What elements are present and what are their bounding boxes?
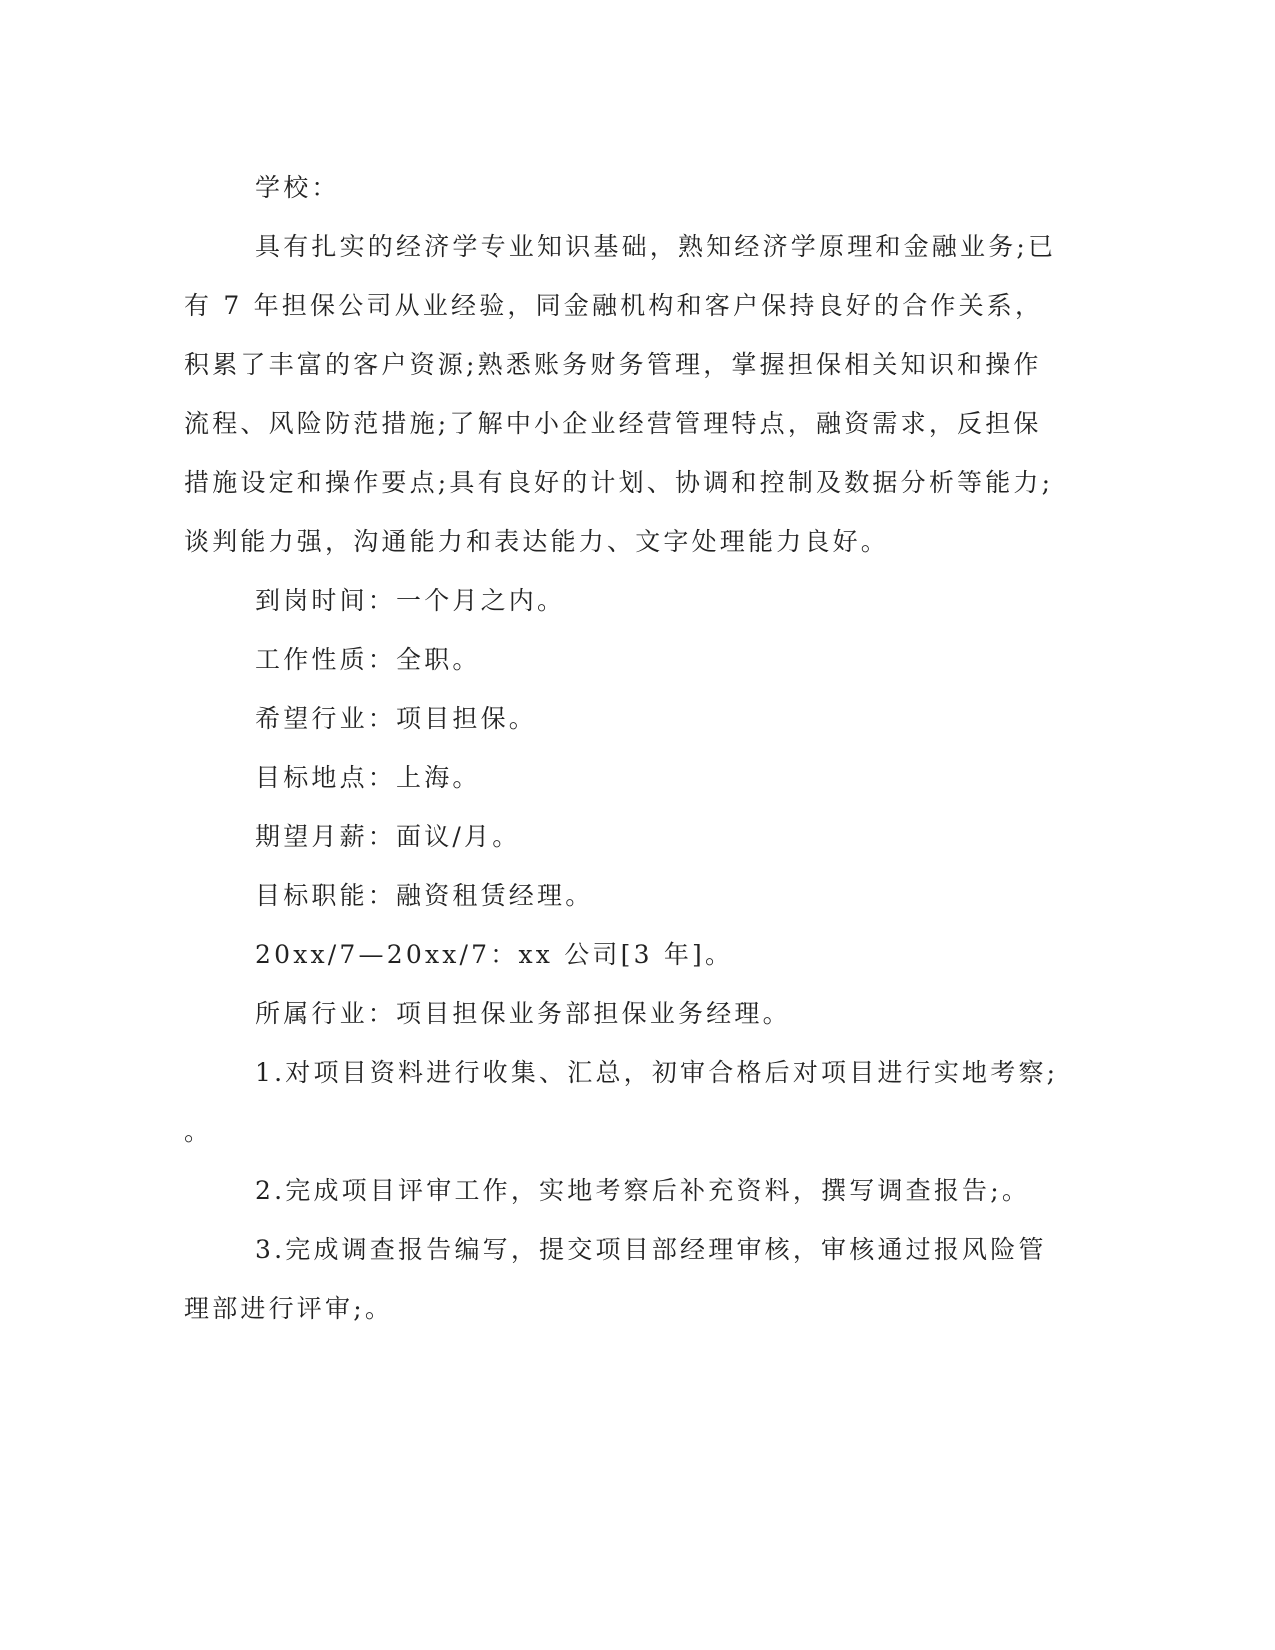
document-body <box>184 158 1059 1338</box>
work-nature: 工作性质：全职。 <box>255 645 481 674</box>
target-function: 目标职能：融资租赁经理。 <box>255 881 594 910</box>
experience-period: 20xx/7—20xx/7：xx 公司[3 年]。 <box>255 940 734 969</box>
duty-item-3 <box>184 1220 1047 1338</box>
skills-paragraph <box>184 217 1057 571</box>
skills-line: 谈判能力强，沟通能力和表达能力、文字处理能力良好。 <box>184 527 890 556</box>
expected-salary: 期望月薪：面议/月。 <box>255 822 521 851</box>
duty-item-2: 2.完成项目评审工作，实地考察后补充资料，撰写调查报告;。 <box>255 1176 1031 1205</box>
skills-line: 流程、风险防范措施;了解中小企业经营管理特点，融资需求，反担保 <box>184 409 1042 438</box>
target-location: 目标地点：上海。 <box>255 763 481 792</box>
duty-item-1 <box>184 1043 1059 1161</box>
skills-line: 具有扎实的经济学专业知识基础，熟知经济学原理和金融业务;已 <box>255 232 1057 261</box>
duty-line: 3.完成调查报告编写，提交项目部经理审核，审核通过报风险管 <box>255 1235 1047 1264</box>
desired-industry: 希望行业：项目担保。 <box>255 704 538 733</box>
school-label: 学校： <box>255 173 340 202</box>
industry-position: 所属行业：项目担保业务部担保业务经理。 <box>255 999 791 1028</box>
duty-line: 。 <box>184 1117 213 1146</box>
arrival-time: 到岗时间：一个月之内。 <box>255 586 566 615</box>
duty-line: 理部进行评审;。 <box>184 1294 394 1323</box>
skills-line: 积累了丰富的客户资源;熟悉账务财务管理，掌握担保相关知识和操作 <box>184 350 1042 379</box>
skills-line: 有 7 年担保公司从业经验，同金融机构和客户保持良好的合作关系， <box>184 291 1044 320</box>
duty-line: 1.对项目资料进行收集、汇总，初审合格后对项目进行实地考察; <box>255 1058 1059 1087</box>
skills-line: 措施设定和操作要点;具有良好的计划、协调和控制及数据分析等能力; <box>184 468 1054 497</box>
